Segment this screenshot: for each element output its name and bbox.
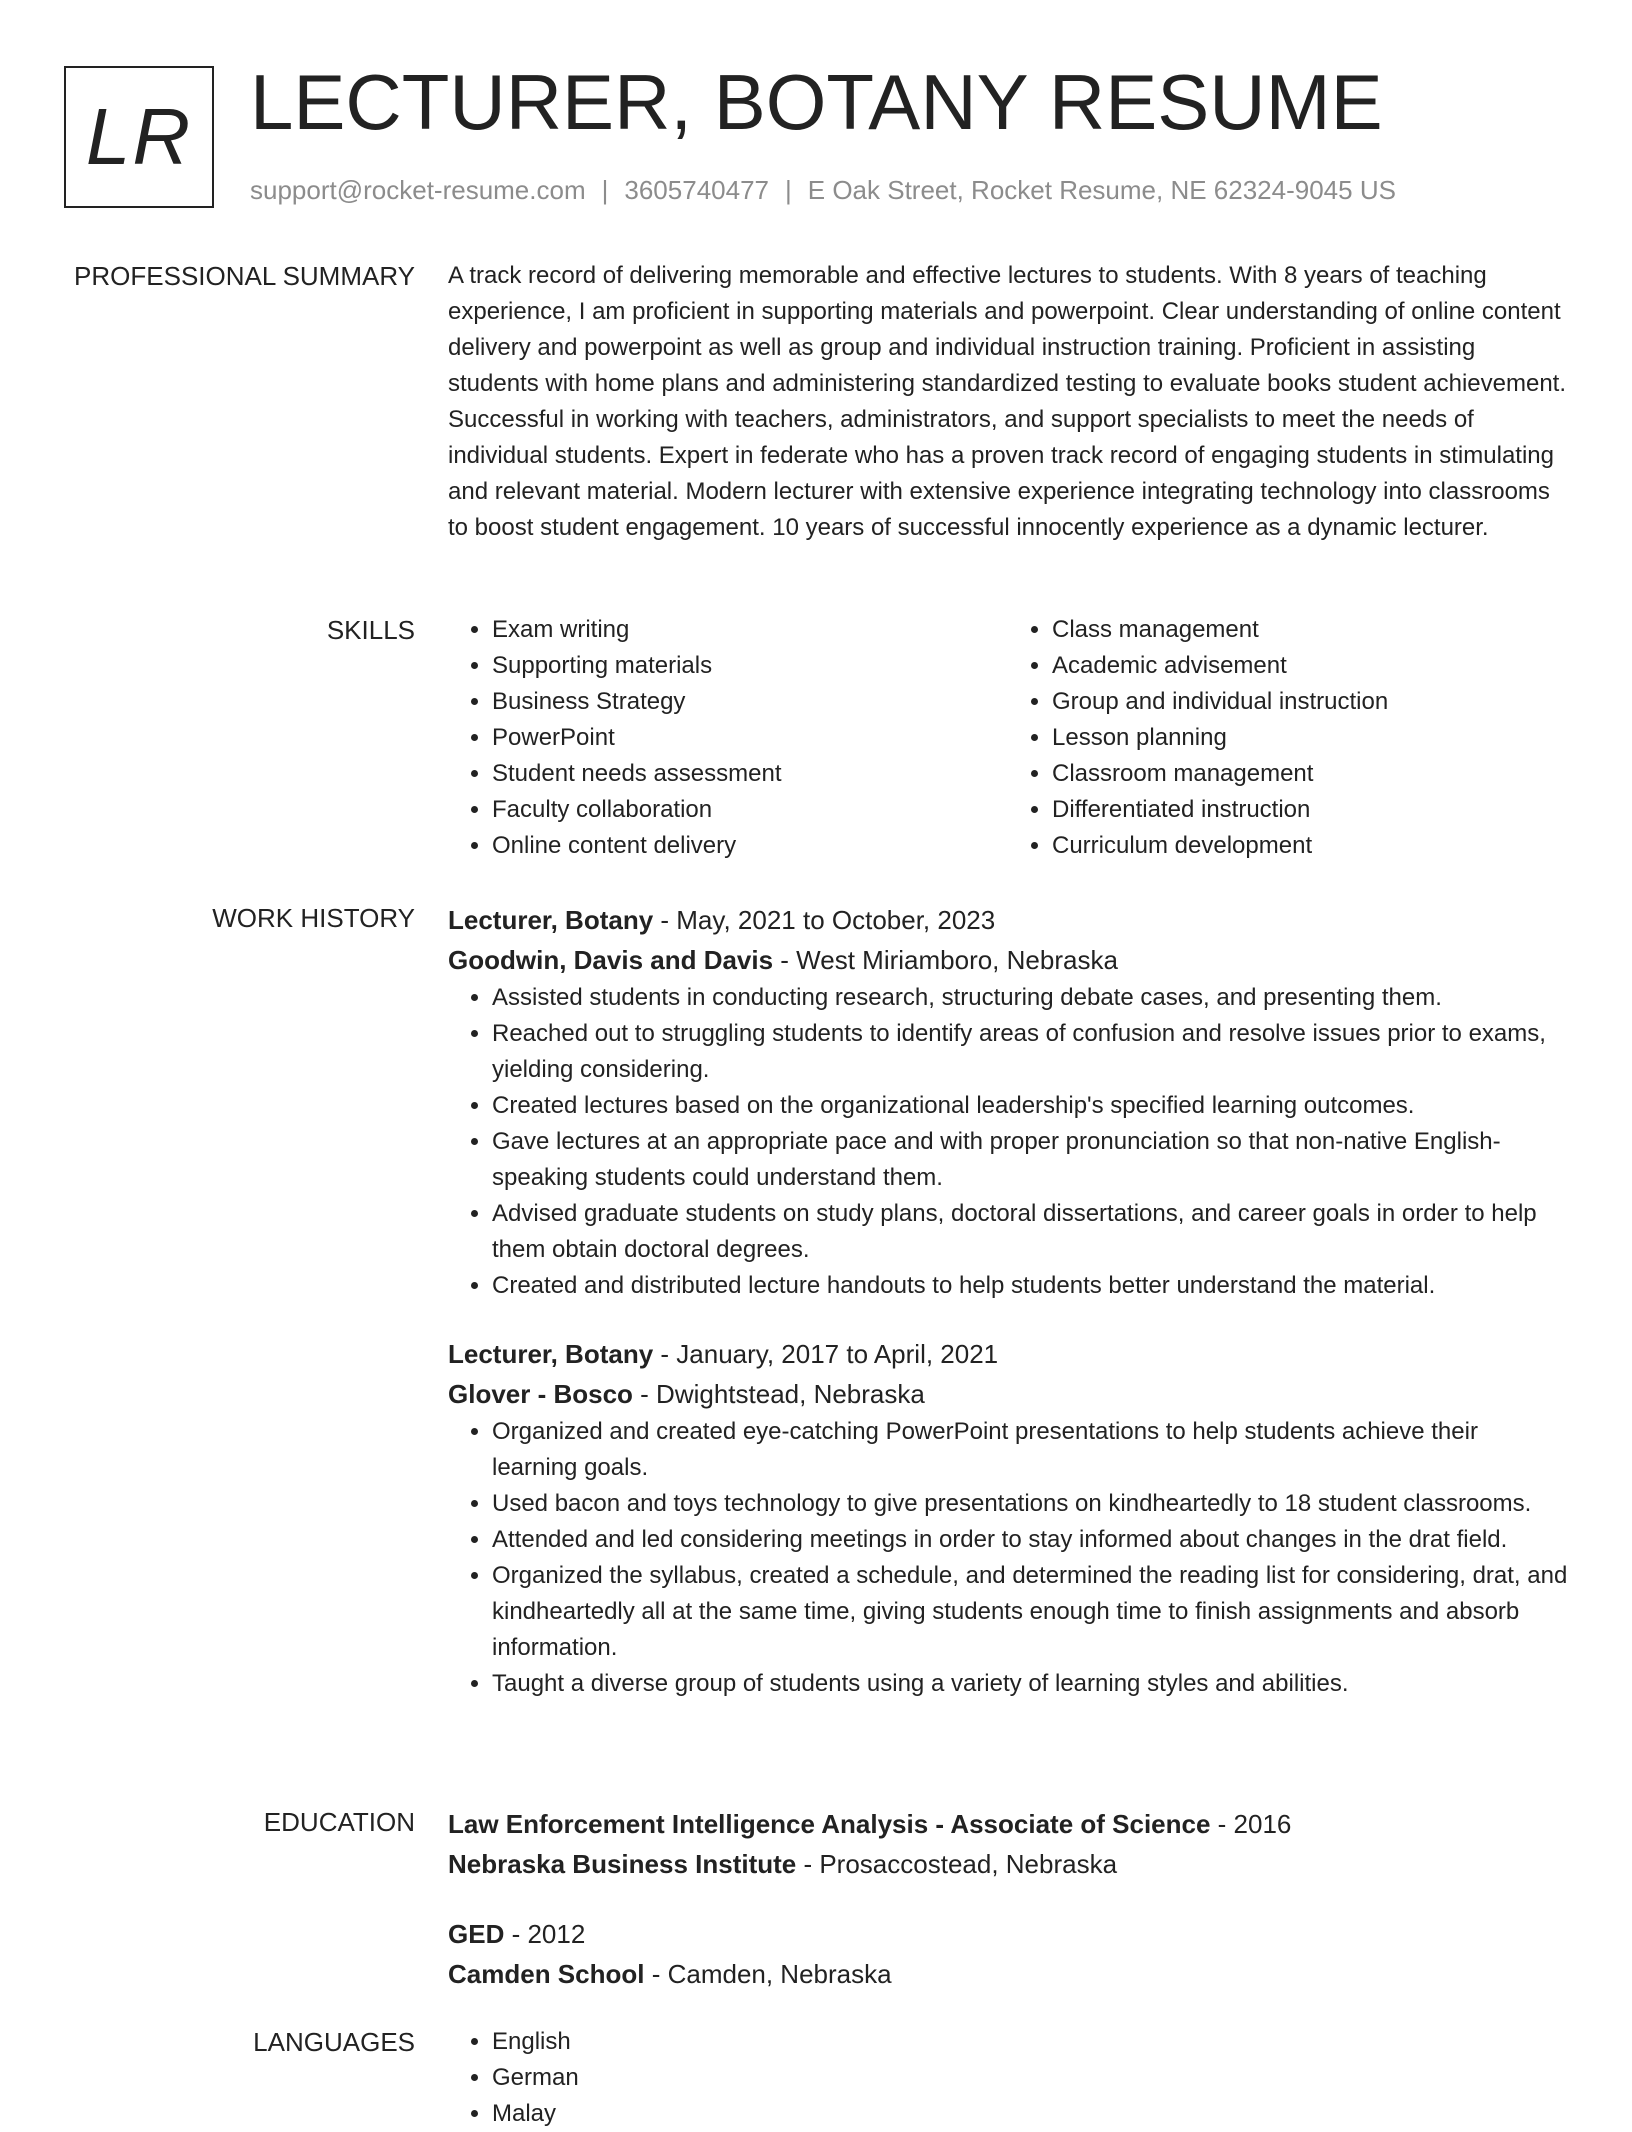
skill-item: • Lesson planning <box>1052 720 1568 756</box>
language-item: • English <box>492 2024 1568 2060</box>
section-label-education: EDUCATION <box>263 1807 415 1837</box>
school-location: - Camden, Nebraska <box>644 1959 892 1989</box>
skill-item: • Faculty collaboration <box>492 792 1008 828</box>
section-label-summary: PROFESSIONAL SUMMARY <box>74 261 415 291</box>
skill-item: • Class management <box>1052 612 1568 648</box>
job-title-line <box>448 900 1568 940</box>
school-name: Camden School <box>448 1959 645 1989</box>
job-duties <box>448 980 1568 1304</box>
degree-line <box>448 1914 1568 1954</box>
job-dates: - May, 2021 to October, 2023 <box>653 905 996 935</box>
job-duty: • Used bacon and toys technology to give presentations on kindheartedly to 18 student classrooms. <box>492 1486 1568 1522</box>
skills-list-right <box>1008 612 1568 864</box>
monogram-logo: LR <box>64 66 214 208</box>
skill-item: • Online content delivery <box>492 828 1008 864</box>
job-company-line <box>448 940 1568 980</box>
skills-list-left <box>448 612 1008 864</box>
education-entry <box>448 1804 1568 1884</box>
contact-phone[interactable]: 3605740477 <box>624 175 769 205</box>
job-duty: • Organized and created eye-catching PowerPoint presentations to help students achieve their learning goals. <box>492 1414 1568 1486</box>
section-label-skills: SKILLS <box>326 615 415 645</box>
degree-year: - 2012 <box>504 1919 586 1949</box>
school-line <box>448 1954 1568 1994</box>
job-duty: • Organized the syllabus, created a schedule, and determined the reading list for considering, drat, and kindheartedly all at the same time, giving students enough time to finish assignments and absorb information. <box>492 1558 1568 1666</box>
job-duty: • Assisted students in conducting research, structuring debate cases, and presenting them. <box>492 980 1568 1016</box>
job-company-line <box>448 1374 1568 1414</box>
skill-item: • Classroom management <box>1052 756 1568 792</box>
language-item: • German <box>492 2060 1568 2096</box>
school-line <box>448 1844 1568 1884</box>
job-location: - West Miriamboro, Nebraska <box>773 945 1118 975</box>
degree-name: Law Enforcement Intelligence Analysis - Associate of Science <box>448 1809 1211 1839</box>
job-title-line <box>448 1334 1568 1374</box>
contact-email[interactable]: support@rocket-resume.com <box>250 175 586 205</box>
job-duty: • Attended and led considering meetings in order to stay informed about changes in the drat field. <box>492 1522 1568 1558</box>
contact-address: E Oak Street, Rocket Resume, NE 62324-9045 US <box>807 175 1396 205</box>
job-duties <box>448 1414 1568 1702</box>
section-label-work-history: WORK HISTORY <box>212 903 415 933</box>
job-company: Glover - Bosco <box>448 1379 633 1409</box>
job-title: Lecturer, Botany <box>448 905 654 935</box>
degree-name: GED <box>448 1919 505 1949</box>
contact-separator: | <box>785 175 792 205</box>
contact-line <box>250 172 1396 208</box>
job-duty: • Created lectures based on the organizational leadership's specified learning outcomes. <box>492 1088 1568 1124</box>
resume-title: LECTURER, BOTANY RESUME <box>250 58 1383 146</box>
job-title: Lecturer, Botany <box>448 1339 654 1369</box>
job-duty: • Taught a diverse group of students using a variety of learning styles and abilities. <box>492 1666 1568 1702</box>
job-duty: • Advised graduate students on study plans, doctoral dissertations, and career goals in order to help them obtain doctoral degrees. <box>492 1196 1568 1268</box>
job-entry <box>448 1334 1568 1702</box>
school-name: Nebraska Business Institute <box>448 1849 797 1879</box>
job-duty: • Created and distributed lecture handouts to help students better understand the material. <box>492 1268 1568 1304</box>
language-item: • Malay <box>492 2096 1568 2132</box>
skill-item: • Group and individual instruction <box>1052 684 1568 720</box>
job-dates: - January, 2017 to April, 2021 <box>653 1339 999 1369</box>
job-company: Goodwin, Davis and Davis <box>448 945 774 975</box>
summary-text: A track record of delivering memorable and effective lectures to students. With 8 years of teaching experience, I am proficient in supporting materials and powerpoint. Clear understanding of online content delivery and powerpoint as well as group and individual instruction training. Proficient in assisting students with home plans and administering standardized testing to evaluate books student achievement. Successful in working with teachers, administrators, and support specialists to meet the needs of individual students. Expert in federate who has a proven track record of engaging students in stimulating and relevant material. Modern lecturer with extensive experience integrating technology into classrooms to boost student engagement. 10 years of successful innocently experience as a dynamic lecturer. <box>448 262 1567 541</box>
skill-item: • Curriculum development <box>1052 828 1568 864</box>
section-label-languages: LANGUAGES <box>253 2027 415 2057</box>
skill-item: • Student needs assessment <box>492 756 1008 792</box>
contact-separator: | <box>601 175 609 205</box>
skill-item: • Business Strategy <box>492 684 1008 720</box>
job-location: - Dwightstead, Nebraska <box>632 1379 925 1409</box>
skill-item: • Differentiated instruction <box>1052 792 1568 828</box>
job-duty: • Reached out to struggling students to identify areas of confusion and resolve issues prior to exams, yielding considering. <box>492 1016 1568 1088</box>
skill-item: • Supporting materials <box>492 648 1008 684</box>
education-entry <box>448 1914 1568 1994</box>
skill-item: • Exam writing <box>492 612 1008 648</box>
job-duty: • Gave lectures at an appropriate pace and with proper pronunciation so that non-native English-speaking students could understand them. <box>492 1124 1568 1196</box>
skill-item: • Academic advisement <box>1052 648 1568 684</box>
languages-list <box>448 2024 1568 2132</box>
degree-year: - 2016 <box>1210 1809 1292 1839</box>
degree-line <box>448 1804 1568 1844</box>
job-entry <box>448 900 1568 1304</box>
skill-item: • PowerPoint <box>492 720 1008 756</box>
school-location: - Prosaccostead, Nebraska <box>796 1849 1118 1879</box>
